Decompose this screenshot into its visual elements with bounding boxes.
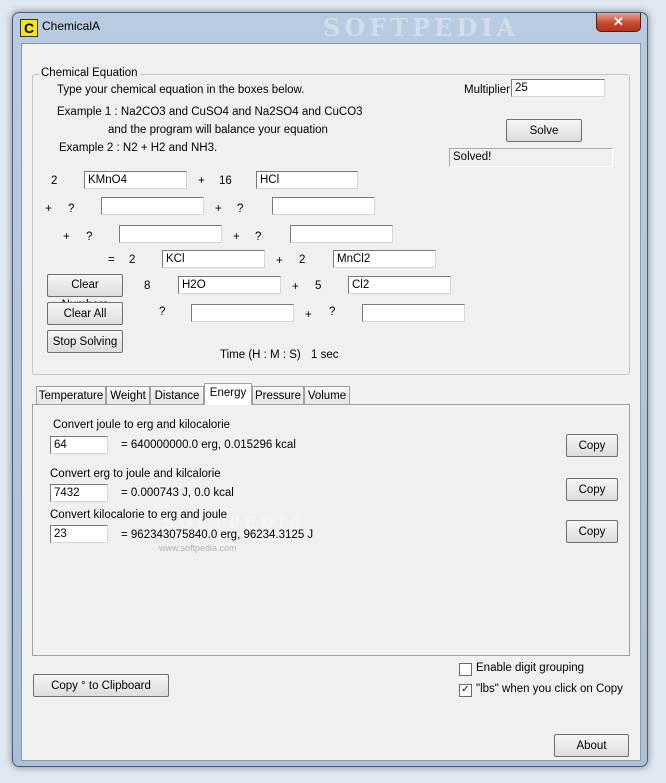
chemical-equation-group-label: Chemical Equation xyxy=(41,67,138,79)
row4-equals: = xyxy=(108,254,115,266)
time-value: 1 sec xyxy=(311,349,339,361)
digit-grouping-label: Enable digit grouping xyxy=(476,662,585,674)
row4-formula-2[interactable] xyxy=(333,250,436,268)
instruction-line-2: Example 1 : Na2CO3 and CuSO4 and Na2SO4 and CuCO3 xyxy=(57,106,363,118)
clear-numbers-button[interactable]: Clear xyxy=(47,274,123,297)
row1-coefficient-1: 2 xyxy=(51,175,58,187)
row5-plus: + xyxy=(292,281,299,293)
energy-tab-panel xyxy=(32,404,630,656)
watermark-title: SOFTPEDIA xyxy=(323,13,520,42)
instruction-line-3: and the program will balance your equation xyxy=(108,124,328,136)
lbs-label: "lbs" when you click on Copy xyxy=(476,683,623,695)
row4-plus: + xyxy=(276,255,283,267)
row5-coefficient-1: 8 xyxy=(144,280,151,292)
about-button[interactable]: About xyxy=(554,734,629,757)
energy-row1-result: = 640000000.0 erg, 0.015296 kcal xyxy=(121,439,296,451)
row1-plus: + xyxy=(198,175,205,187)
client-area xyxy=(21,43,641,761)
energy-row3-input[interactable] xyxy=(50,525,108,543)
title-bar[interactable] xyxy=(13,13,647,41)
row6-formula-1[interactable] xyxy=(191,304,294,322)
tab-volume[interactable]: Volume xyxy=(304,386,350,405)
row2-plus-1: + xyxy=(45,203,52,215)
row3-plus-2: + xyxy=(233,231,240,243)
row3-coefficient-1: ? xyxy=(86,231,93,243)
row1-formula-2[interactable] xyxy=(256,171,358,189)
instruction-line-1: Type your chemical equation in the boxes below. xyxy=(57,84,305,96)
stop-solving-button[interactable]: Stop Solving xyxy=(47,330,123,353)
tab-distance[interactable]: Distance xyxy=(150,386,204,405)
tab-energy[interactable]: Energy xyxy=(204,383,252,405)
energy-row2-label: Convert erg to joule and kilcalorie xyxy=(50,468,221,480)
digit-grouping-checkbox[interactable] xyxy=(459,663,472,676)
row6-formula-2[interactable] xyxy=(362,304,465,322)
energy-row1-label: Convert joule to erg and kilocalorie xyxy=(53,419,231,431)
window-title: ChemicalA xyxy=(42,19,101,33)
solve-status: Solved! xyxy=(449,148,613,167)
energy-row2-result: = 0.000743 J, 0.0 kcal xyxy=(121,487,234,499)
time-label: Time (H : M : S) xyxy=(220,349,301,361)
row5-formula-2[interactable] xyxy=(348,276,451,294)
row5-formula-1[interactable] xyxy=(178,276,281,294)
row4-formula-1[interactable] xyxy=(162,250,265,268)
row2-formula-1[interactable] xyxy=(101,197,204,215)
multiplier-input[interactable] xyxy=(511,79,605,97)
row4-coefficient-2: 2 xyxy=(299,254,306,266)
app-window xyxy=(12,12,648,767)
row3-formula-2[interactable] xyxy=(290,225,393,243)
copy-to-clipboard-button[interactable]: Copy ° to Clipboard xyxy=(33,674,169,697)
app-icon: C xyxy=(20,19,38,37)
lbs-checkbox[interactable]: ✓ xyxy=(459,684,472,697)
row2-formula-2[interactable] xyxy=(272,197,375,215)
tab-weight[interactable]: Weight xyxy=(106,386,150,405)
row1-coefficient-2: 16 xyxy=(219,175,232,187)
row6-coefficient-1: ? xyxy=(159,306,166,318)
watermark-url: www.softpedia.com xyxy=(159,543,237,553)
instruction-line-4: Example 2 : N2 + H2 and NH3. xyxy=(59,142,218,154)
row5-coefficient-2: 5 xyxy=(315,280,322,292)
row3-plus-1: + xyxy=(63,231,70,243)
energy-row1-input[interactable] xyxy=(50,436,108,454)
tab-temperature[interactable]: Temperature xyxy=(36,386,106,405)
row2-coefficient-2: ? xyxy=(237,203,244,215)
row4-coefficient-1: 2 xyxy=(129,254,136,266)
row6-plus: + xyxy=(305,309,312,321)
energy-row2-input[interactable] xyxy=(50,484,108,502)
row3-formula-1[interactable] xyxy=(119,225,222,243)
close-icon[interactable]: ✕ xyxy=(596,13,641,32)
row3-coefficient-2: ? xyxy=(255,231,262,243)
row2-coefficient-1: ? xyxy=(68,203,75,215)
energy-row1-copy-button[interactable]: Copy xyxy=(566,434,618,457)
energy-row3-result: = 962343075840.0 erg, 96234.3125 J xyxy=(121,529,314,541)
row2-plus-2: + xyxy=(215,203,222,215)
multiplier-label: Multiplier xyxy=(464,84,511,96)
clear-all-button[interactable]: Clear All xyxy=(47,302,123,325)
tab-pressure[interactable]: Pressure xyxy=(252,386,304,405)
energy-row2-copy-button[interactable]: Copy xyxy=(566,478,618,501)
row1-formula-1[interactable] xyxy=(84,171,187,189)
row6-coefficient-2: ? xyxy=(329,306,336,318)
solve-button[interactable]: Solve xyxy=(506,119,582,142)
energy-row3-label: Convert kilocalorie to erg and joule xyxy=(50,509,228,521)
energy-row3-copy-button[interactable]: Copy xyxy=(566,520,618,543)
watermark-panel: SOFTPEDIA xyxy=(163,513,306,532)
